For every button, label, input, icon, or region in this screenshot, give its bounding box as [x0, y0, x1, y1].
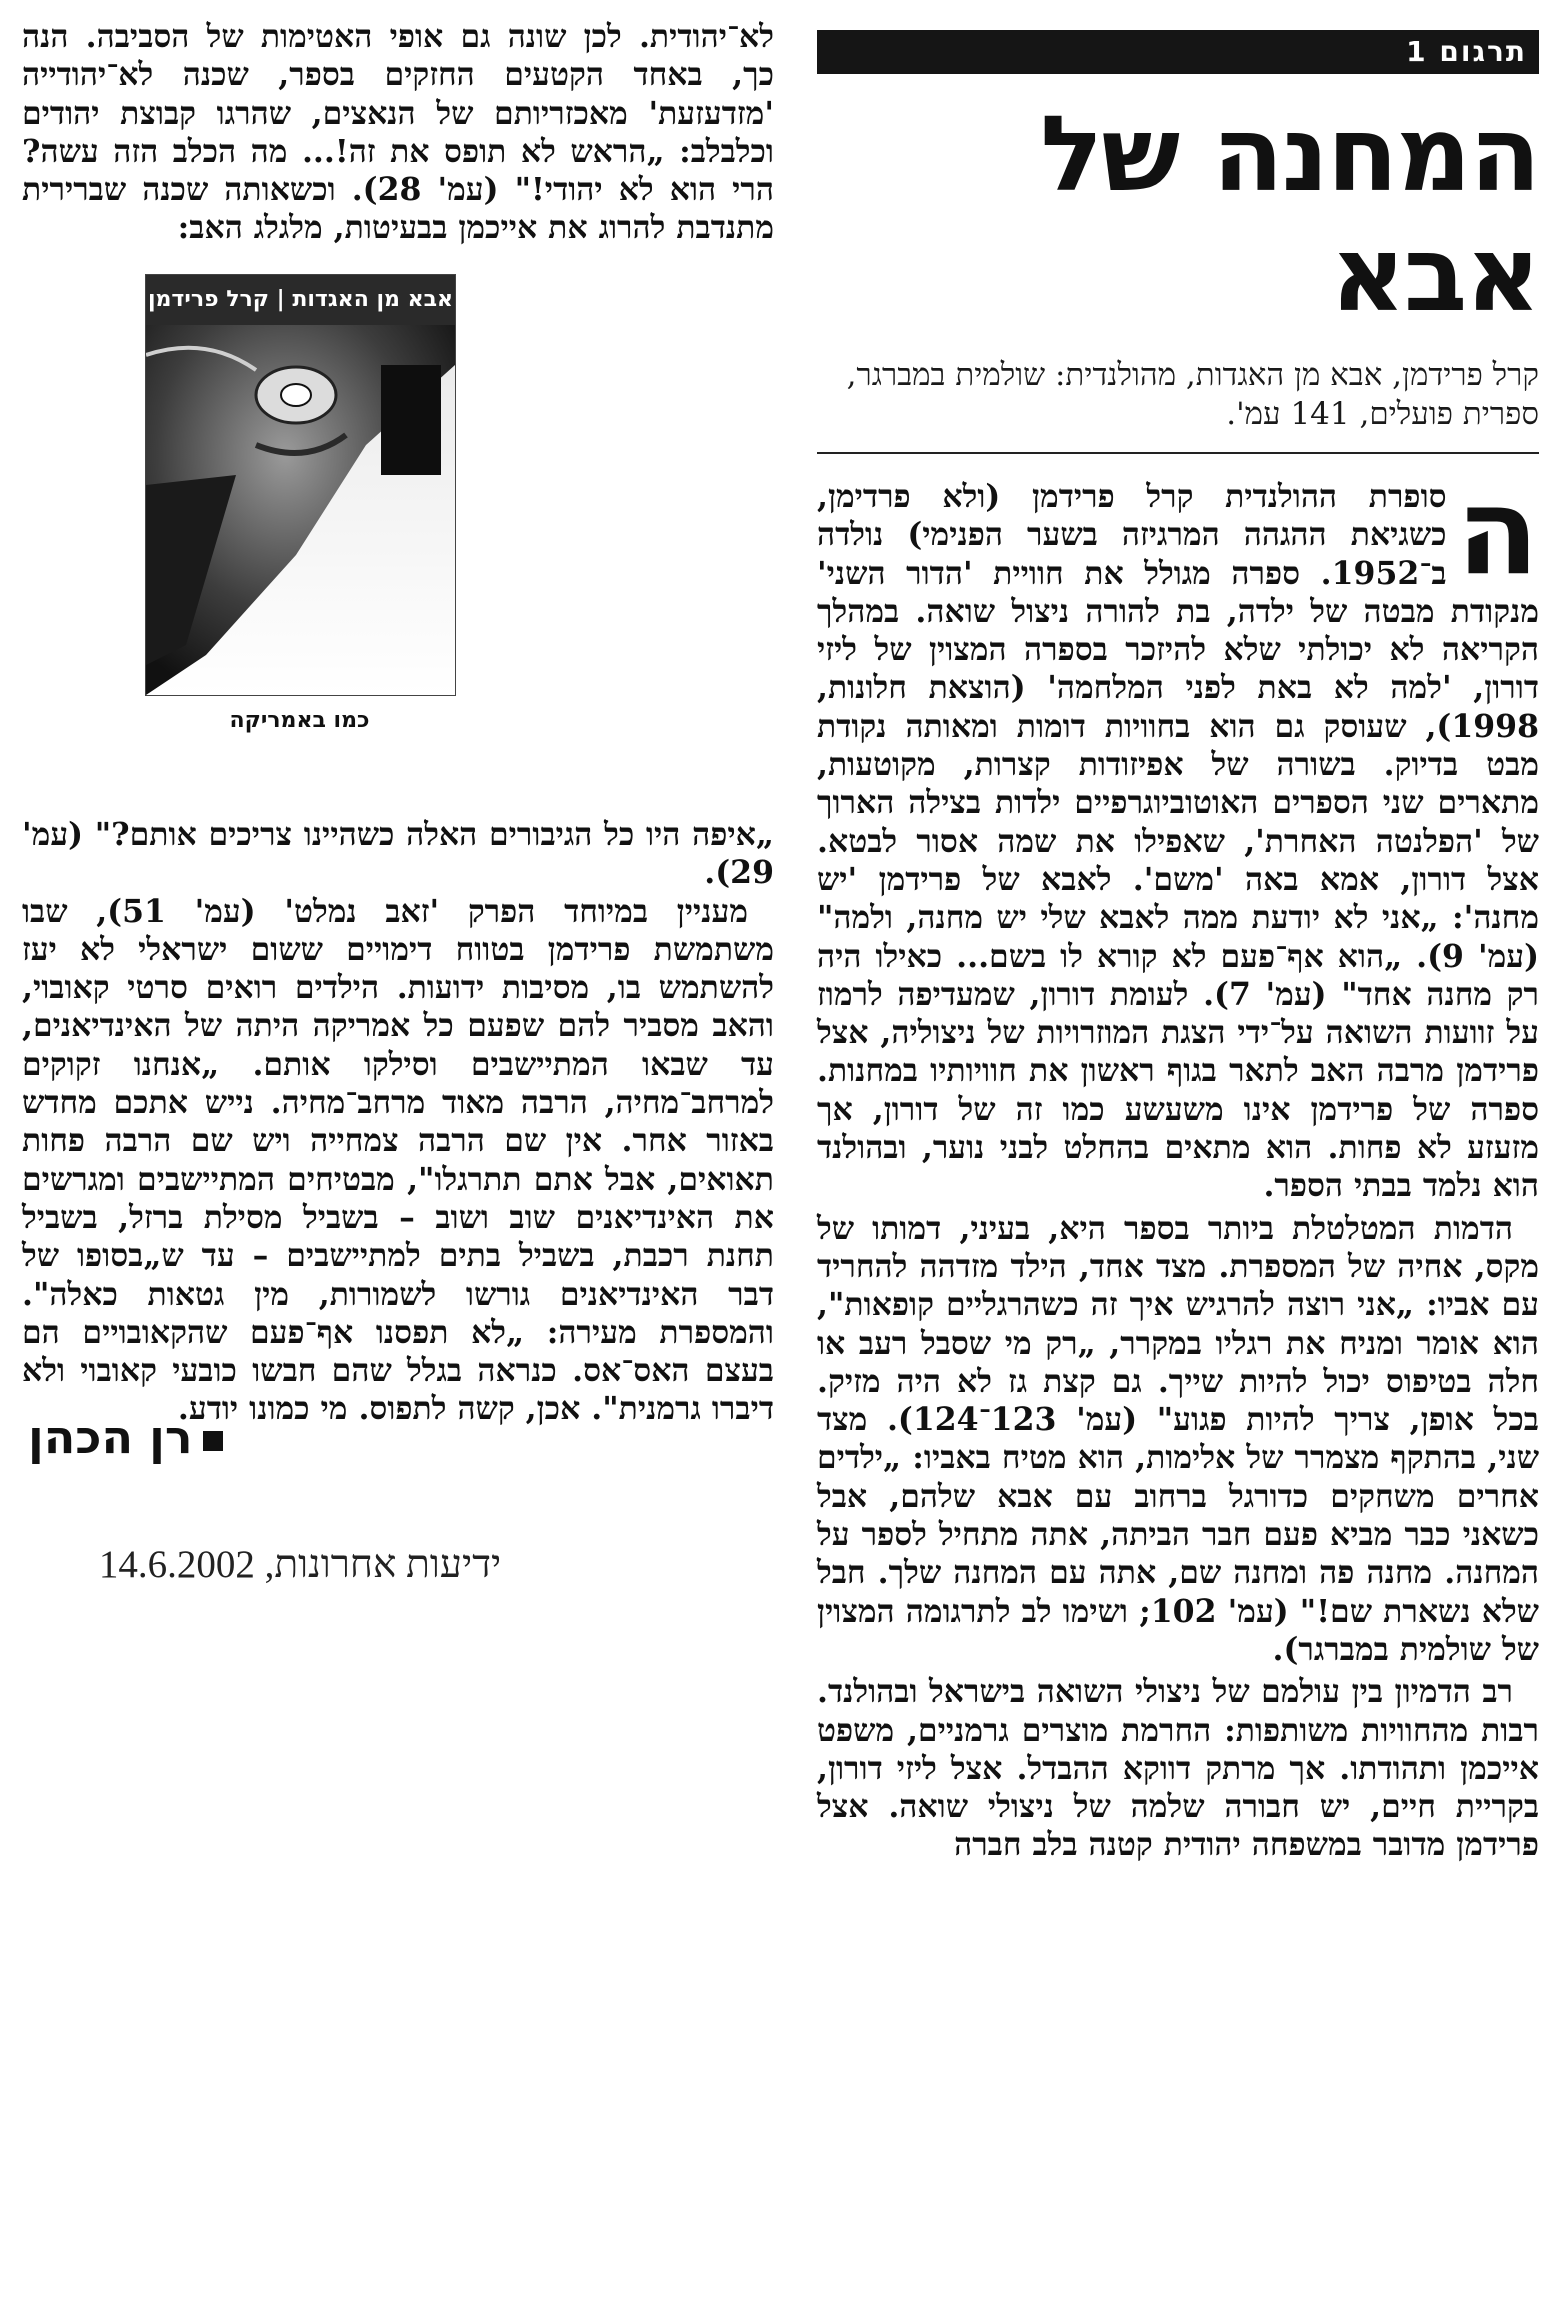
paragraph: „איפה היו כל הגיבורים האלה כשהיינו צריכים אותם?" (עמ' 29). [22, 816, 774, 892]
cover-title-band [146, 275, 455, 325]
end-mark-square [203, 1431, 223, 1451]
author-name: רן הכהן [28, 1410, 193, 1464]
article-body-right [817, 463, 1539, 1865]
cover-caption: כמו באמריקה [229, 708, 370, 733]
paragraph: מעניין במיוחד הפרק 'זאב נמלט' (עמ' 51), שבו משתמשת פרידמן בטווח דימויים ששום ישראלי לא יעז להשתמש בו, מסיבות ידועות. הילדים רואים סרטי קאובוי, והאב מסביר להם שפעם כל אמריקה היתה של האינדיאנים, עד שבאו המתיישבים וסילקו אותם. „אנחנו זקוקים למרחב־מחיה, הרבה מאוד מרחב־מחיה. נייש אתכם מחדש באזור אחר. אין שם הרבה צמחייה ויש שם הרבה פחות תאואים, אבל אתם תתרגלו", מבטיחים המתיישבים ומגרשים את האינדיאנים שוב ושוב – בשביל מסילת ברזל, בשביל תחנת רכבת, בשביל בתים למתיישבים – עד ש„בסופו של דבר האינדיאנים גורשו לשמורות, מין גטאות כאלה". והמספרת מעירה: „לא תפסנו אף־פעם שהקאובויים הם בעצם האס־אס. כנראה בגלל שהם חבשו כובעי קאובוי ולא דיברו גרמנית". אכן, קשה לתפוס. מי כמונו יודע. [22, 892, 774, 1428]
article-left-column-bottom [22, 816, 774, 1429]
paragraph: הדמות המטלטלת ביותר בספר היא, בעיני, דמותו של מקס, אחיה של המספרת. מצד אחד, הילד מזדהה להחריד עם אביו: „אני רוצה להרגיש איך זה כשהרגליים קופאות", הוא אומר ומניח את רגליו במקרר, „רק מי שסבל רעב או חלה בטיפוס יכול להיות שייך. גם קצת גז לא היה מזיק. בכל אופן, צריך להיות פגוע" (עמ' 123־124). מצד שני, בהתקף מצמרר של אלימות, הוא מטיח באביו: „ילדים אחרים משחקים כדורגל ברחוב עם אבא שלהם, אבל כשאני כבר מביא פעם חבר הביתה, אתה מתחיל לספר על המחנה. מחנה פה ומחנה שם, אתה עם המחנה שלך. חבל שלא נשארת שם!" (עמ' 102; ושימו לב לתרגומה המצוין של שולמית במברגר). [817, 1209, 1539, 1668]
cover-title: אבא מן האגדות [292, 287, 454, 312]
book-credits: קרל פרידמן, אבא מן האגדות, מהולנדית: שולמית במברגר, ספרית פועלים, 141 עמ'. [846, 357, 1539, 432]
paragraph: רב הדמיון בין עולמם של ניצולי השואה בישראל ובהולנד. רבות מהחוויות משותפות: החרמת מוצרים גרמניים, משפט אייכמן ותהודתו. אך מרתק דווקא ההבדל. אצל ליזי דורון, בקריית חיים, יש חבורה שלמה של ניצולי שואה. אצל פרידמן מדובר במשפחה יהודית קטנה בלב חברה [817, 1673, 1539, 1864]
article-headline: המחנה של אבא [1040, 93, 1539, 335]
cover-separator: | [268, 287, 285, 312]
drop-cap: ה [1456, 463, 1539, 602]
cover-author: קרל פרידמן [147, 287, 269, 312]
paragraph-text: סופרת ההולנדית קרל פרידמן (ולא פרדימן, כשגיאת ההגהה המרגיזה בשער הפנימי) נולדה ב־1952. ספרה מגולל את חוויית 'הדור השני' מנקודת מבטה של ילדה, בת להורה ניצול שואה. במהלך הקריאה לא יכולתי שלא להיזכר בספרה המצוין של ליזי דורון, 'למה לא באת לפני המלחמה' (הוצאת חלונות, 1998), שעוסק גם הוא בחוויות דומות ומאותה נקודת מבט בדיוק. בשורה של אפיזודות קצרות, מקוטעות, מתארים שני הספרים האוטוביוגרפיים ילדות בצילה הארוך של 'הפלנטה האחרת', שאפילו את שמה אסור לבטא. אצל דורון, אמא באה 'משם'. לאבא של פרידמן 'יש מחנה': „אני לא יודעת ממה לאבא שלי יש מחנה, ולמה" (עמ' 9). „הוא אף־פעם לא קורא לו בשם... כאילו היה רק מחנה אחד" (עמ' 7). לעומת דורון, שמעדיפה לרמוז על זוועות השואה על־ידי הצגת המוזרויות של ניצוליה, אצל פרידמן מרבה האב לתאר בגוף ראשון את חוויותיו במחנות. ספרה של פרידמן אינו משעשע כמו זה של דורון, אך מזעזע לא פחות. הוא מתאים בהחלט לבני נוער, ובהולנד הוא נלמד בבתי הספר. [817, 478, 1539, 1205]
cover-portrait-art [146, 325, 455, 695]
section-kicker: תרגום 1 [817, 30, 1539, 74]
book-cover-image [145, 274, 456, 696]
divider-rule [817, 452, 1539, 454]
paragraph [817, 463, 1539, 1206]
article-right-column [817, 30, 1539, 1865]
paragraph: לא־יהודית. לכן שונה גם אופי האטימות של הסביבה. הנה כך, באחד הקטעים החזקים בספר, שכנה לא־יהודייה 'מזדעזעת' מאכזריותם של הנאצים, שהרגו קבוצת יהודים וכלבלב: „הראש לא תופס את זה!... מה הכלב הזה עשה? הרי הוא לא יהודי!" (עמ' 28). וכשאותה שכנה שברירית מתנדבת להרוג את אייכמן בבעיטות, מלגלג האב: [22, 18, 774, 247]
author-signature [28, 1410, 328, 1464]
source-line: ידיעות אחרונות, 14.6.2002 [98, 1543, 502, 1586]
article-left-column-top [22, 18, 774, 248]
